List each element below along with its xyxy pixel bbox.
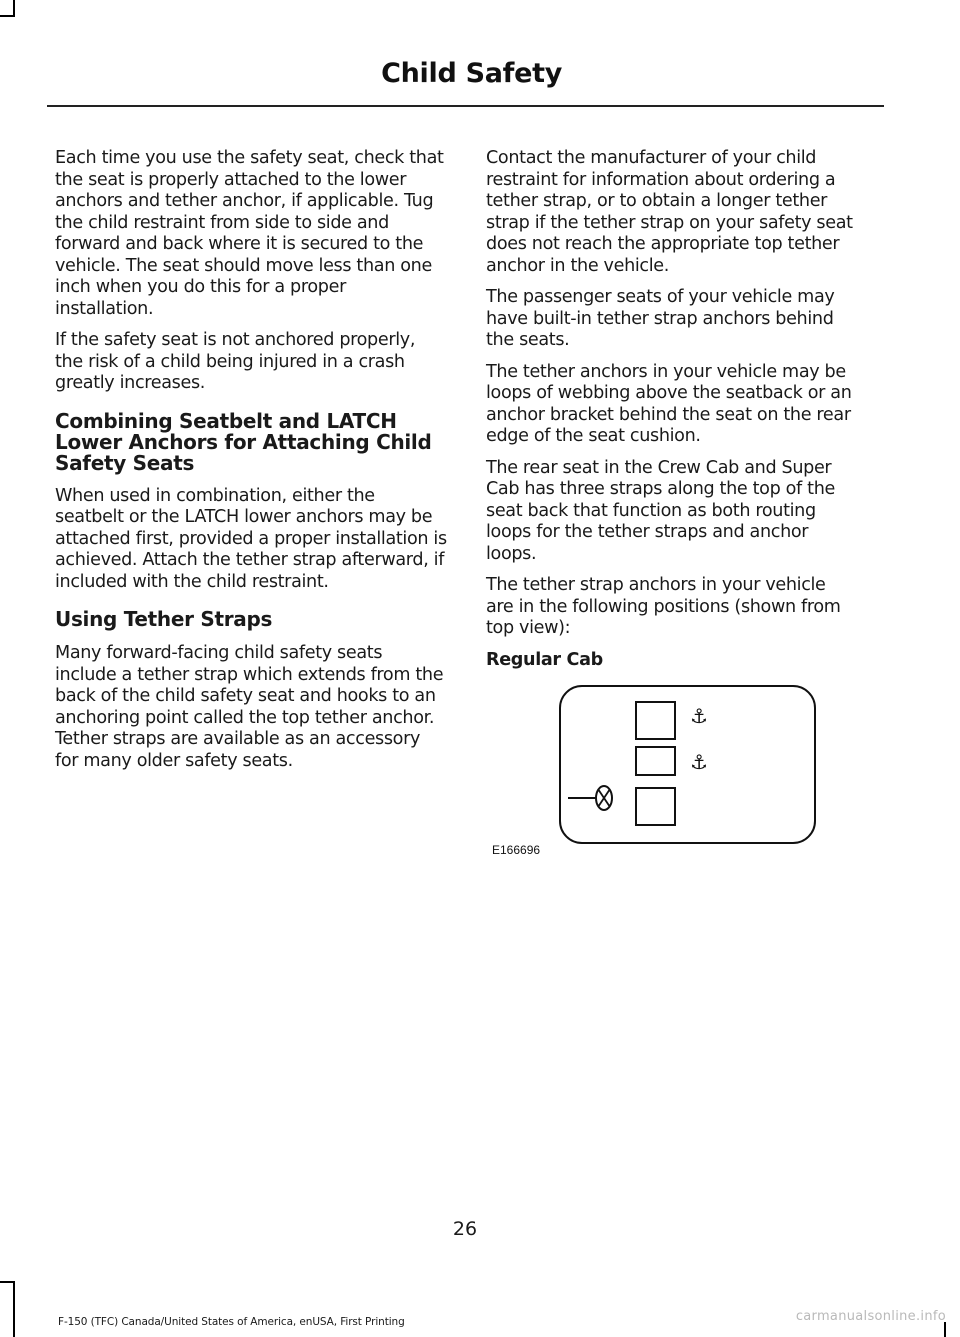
- seat-center: [636, 747, 675, 775]
- paragraph-contact-manufacturer: Contact the manufacturer of your child restraint for information about ordering a tether strap, or to obtain a longer tether strap if the tether strap on your safety seat does not reach the appropriate top tether anchor in the vehicle.: [486, 148, 853, 276]
- seat-left: [636, 702, 675, 739]
- subheading-regular-cab: Regular Cab: [486, 649, 603, 670]
- left-column: [55, 148, 447, 782]
- page-title: Child Safety: [381, 58, 562, 89]
- paragraph-anchor-positions: The tether strap anchors in your vehicle are in the following positions (shown from top view):: [486, 575, 841, 638]
- seat-driver: [636, 788, 675, 825]
- anchor-icon: ⚓: [690, 704, 708, 728]
- publication-info: F-150 (TFC) Canada/United States of America, enUSA, First Printing: [58, 1316, 405, 1328]
- paragraph-anchor-types: The tether anchors in your vehicle may be loops of webbing above the seatback or an anchor bracket behind the seat on the rear edge of the seat cushion.: [486, 361, 852, 446]
- crop-mark-top-left-v: [13, 0, 15, 16]
- header-divider: [47, 105, 884, 107]
- paragraph-risk: If the safety seat is not anchored properly, the risk of a child being injured in a crash greatly increases.: [55, 330, 416, 393]
- cab-outline: [560, 686, 815, 843]
- page-number: 26: [452, 1218, 478, 1240]
- crop-mark-top-left-h: [0, 15, 15, 17]
- paragraph-rear-seat-straps: The rear seat in the Crew Cab and Super Cab has three straps along the top of the seat back that function as both routing loops for the tether straps and anchor loops.: [486, 457, 835, 564]
- paragraph-combination: When used in combination, either the seatbelt or the LATCH lower anchors may be attached first, provided a proper installation is achieved. Attach the tether strap afterward, if included with the child restraint.: [55, 485, 447, 592]
- section-heading-combining: Combining Seatbelt and LATCH Lower Anchors for Attaching Child Safety Seats: [55, 408, 432, 475]
- right-column: [486, 148, 854, 683]
- anchor-icon: ⚓: [690, 750, 708, 774]
- paragraph-check-seat: Each time you use the safety seat, check that the seat is properly attached to the lower anchors and tether anchor, if applicable. Tug the child restraint from side to side and forward and back where it is secured to the vehicle. The seat should move less than one inch when you do this for a proper installation.: [55, 148, 444, 319]
- crop-mark-bottom-left-h: [0, 1281, 15, 1283]
- crop-mark-bottom-left-v: [13, 1281, 15, 1337]
- diagram-code: E166696: [492, 843, 541, 857]
- crop-mark-bottom-right-v: [944, 1322, 946, 1337]
- regular-cab-diagram: [488, 680, 820, 860]
- paragraph-tether-straps: Many forward-facing child safety seats include a tether strap which extends from the back of the child safety seat and hooks to an anchoring point called the top tether anchor. Tether straps are available as an accessory for many older safety seats.: [55, 643, 444, 771]
- paragraph-built-in-anchors: The passenger seats of your vehicle may have built-in tether strap anchors behind the seats.: [486, 287, 835, 350]
- section-heading-tether-straps: Using Tether Straps: [55, 607, 273, 631]
- watermark: carmanualsonline.info: [795, 1309, 946, 1324]
